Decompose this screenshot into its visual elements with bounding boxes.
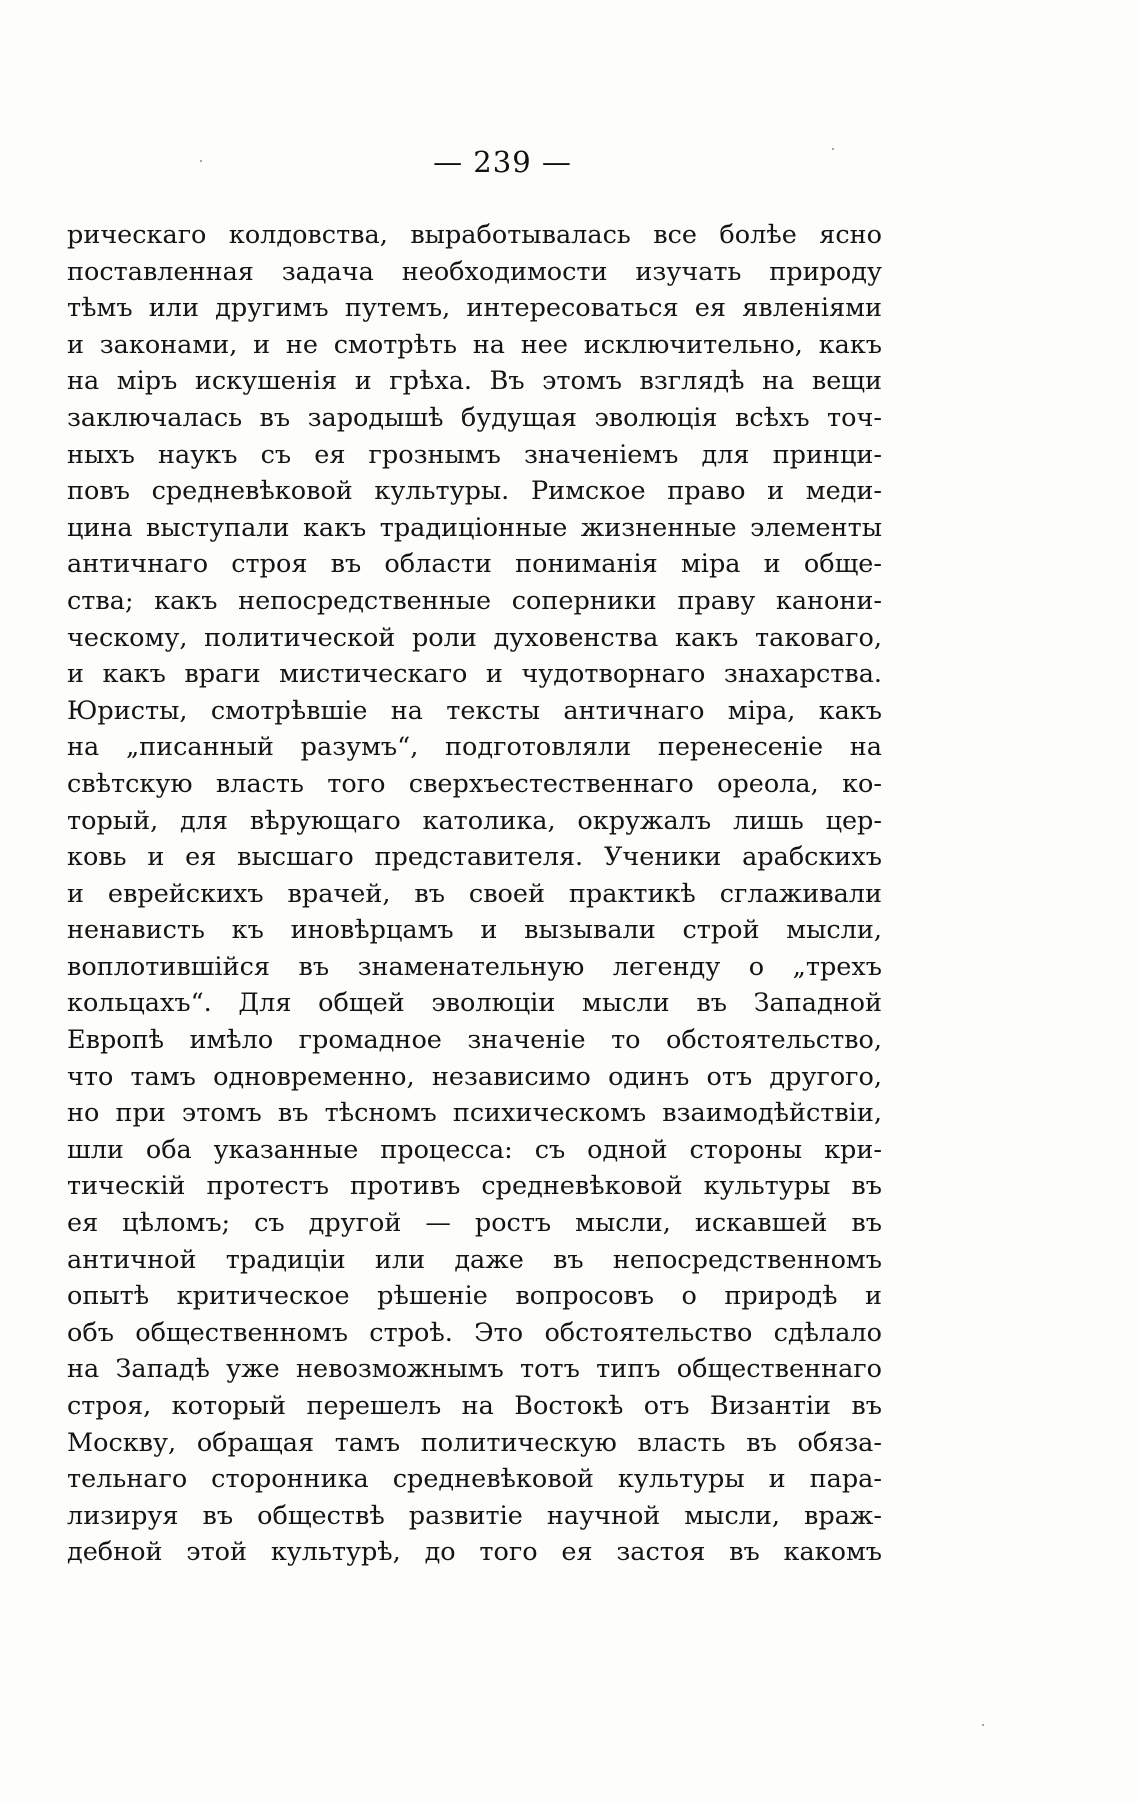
- text-line: тѣмъ или другимъ путемъ, интересоваться ея явленіями: [67, 293, 882, 324]
- text-line: ныхъ наукъ съ ея грознымъ значеніемъ для принци-: [67, 439, 882, 470]
- body-text: [67, 217, 882, 1571]
- text-line: заключалась въ зародышѣ будущая эволюція всѣхъ точ-: [67, 402, 882, 433]
- text-line: ея цѣломъ; съ другой — ростъ мысли, искавшей въ: [67, 1208, 882, 1239]
- text-line: торый, для вѣрующаго католика, окружалъ лишь цер-: [67, 805, 882, 836]
- text-line: что тамъ одновременно, независимо одинъ отъ другого,: [67, 1061, 882, 1092]
- text-line: ства; какъ непосредственные соперники праву канони-: [67, 585, 882, 616]
- text-line: на міръ искушенія и грѣха. Въ этомъ взглядѣ на вещи: [67, 366, 882, 397]
- text-line: античной традиціи или даже въ непосредственномъ: [67, 1244, 882, 1275]
- text-line: Юристы, смотрѣвшіе на тексты античнаго міра, какъ: [67, 695, 882, 726]
- text-line: повъ средневѣковой культуры. Римское право и меди-: [67, 476, 882, 507]
- text-line: Москву, обращая тамъ политическую власть въ обяза-: [67, 1427, 882, 1458]
- paper-speck: [832, 148, 834, 150]
- text-line: лизируя въ обществѣ развитіе научной мысли, враж-: [67, 1500, 882, 1531]
- text-line: на „писанный разумъ“, подготовляли перенесеніе на: [67, 732, 882, 763]
- text-line: строя, который перешелъ на Востокѣ отъ Византіи въ: [67, 1391, 882, 1421]
- text-line: тельнаго сторонника средневѣковой культуры и пара-: [67, 1464, 882, 1495]
- text-line: ческому, политической роли духовенства какъ таковаго,: [67, 622, 882, 653]
- text-line: на Западѣ уже невозможнымъ тотъ типъ общественнаго: [67, 1354, 882, 1385]
- text-line: шли оба указанные процесса: съ одной стороны кри-: [67, 1134, 882, 1165]
- text-line: античнаго строя въ области пониманія міра и обще-: [67, 549, 882, 580]
- text-line: ковь и ея высшаго представителя. Ученики арабскихъ: [67, 842, 882, 873]
- text-line: тическій протестъ противъ средневѣковой культуры въ: [67, 1171, 882, 1202]
- text-line: Европѣ имѣло громадное значеніе то обстоятельство,: [67, 1025, 882, 1056]
- text-line: ненависть къ иновѣрцамъ и вызывали строй мысли,: [67, 915, 882, 946]
- text-line: поставленная задача необходимости изучать природу: [67, 256, 882, 287]
- page-number: — 239 —: [433, 145, 572, 179]
- text-line: дебной этой культурѣ, до того ея застоя въ какомъ: [67, 1537, 882, 1568]
- text-line: кольцахъ“. Для общей эволюціи мысли въ Западной: [67, 988, 882, 1019]
- text-line: объ общественномъ строѣ. Это обстоятельство сдѣлало: [67, 1317, 882, 1348]
- paper-speck: [200, 160, 202, 162]
- text-line: и еврейскихъ врачей, въ своей практикѣ сглаживали: [67, 878, 882, 909]
- text-line: но при этомъ въ тѣсномъ психическомъ взаимодѣйствіи,: [67, 1098, 882, 1129]
- text-line: и законами, и не смотрѣть на нее исключительно, какъ: [67, 329, 882, 360]
- text-line: опытѣ критическое рѣшеніе вопросовъ о природѣ и: [67, 1281, 882, 1312]
- paper-speck: [982, 1724, 984, 1726]
- text-line: и какъ враги мистическаго и чудотворнаго знахарства.: [67, 659, 882, 690]
- text-line: цина выступали какъ традиціонные жизненные элементы: [67, 512, 882, 543]
- text-line: рическаго колдовства, выработывалась все болѣе ясно: [67, 220, 882, 250]
- text-line: свѣтскую власть того сверхъестественнаго ореола, ко-: [67, 768, 882, 799]
- text-line: воплотившійся въ знаменательную легенду о „трехъ: [67, 951, 882, 982]
